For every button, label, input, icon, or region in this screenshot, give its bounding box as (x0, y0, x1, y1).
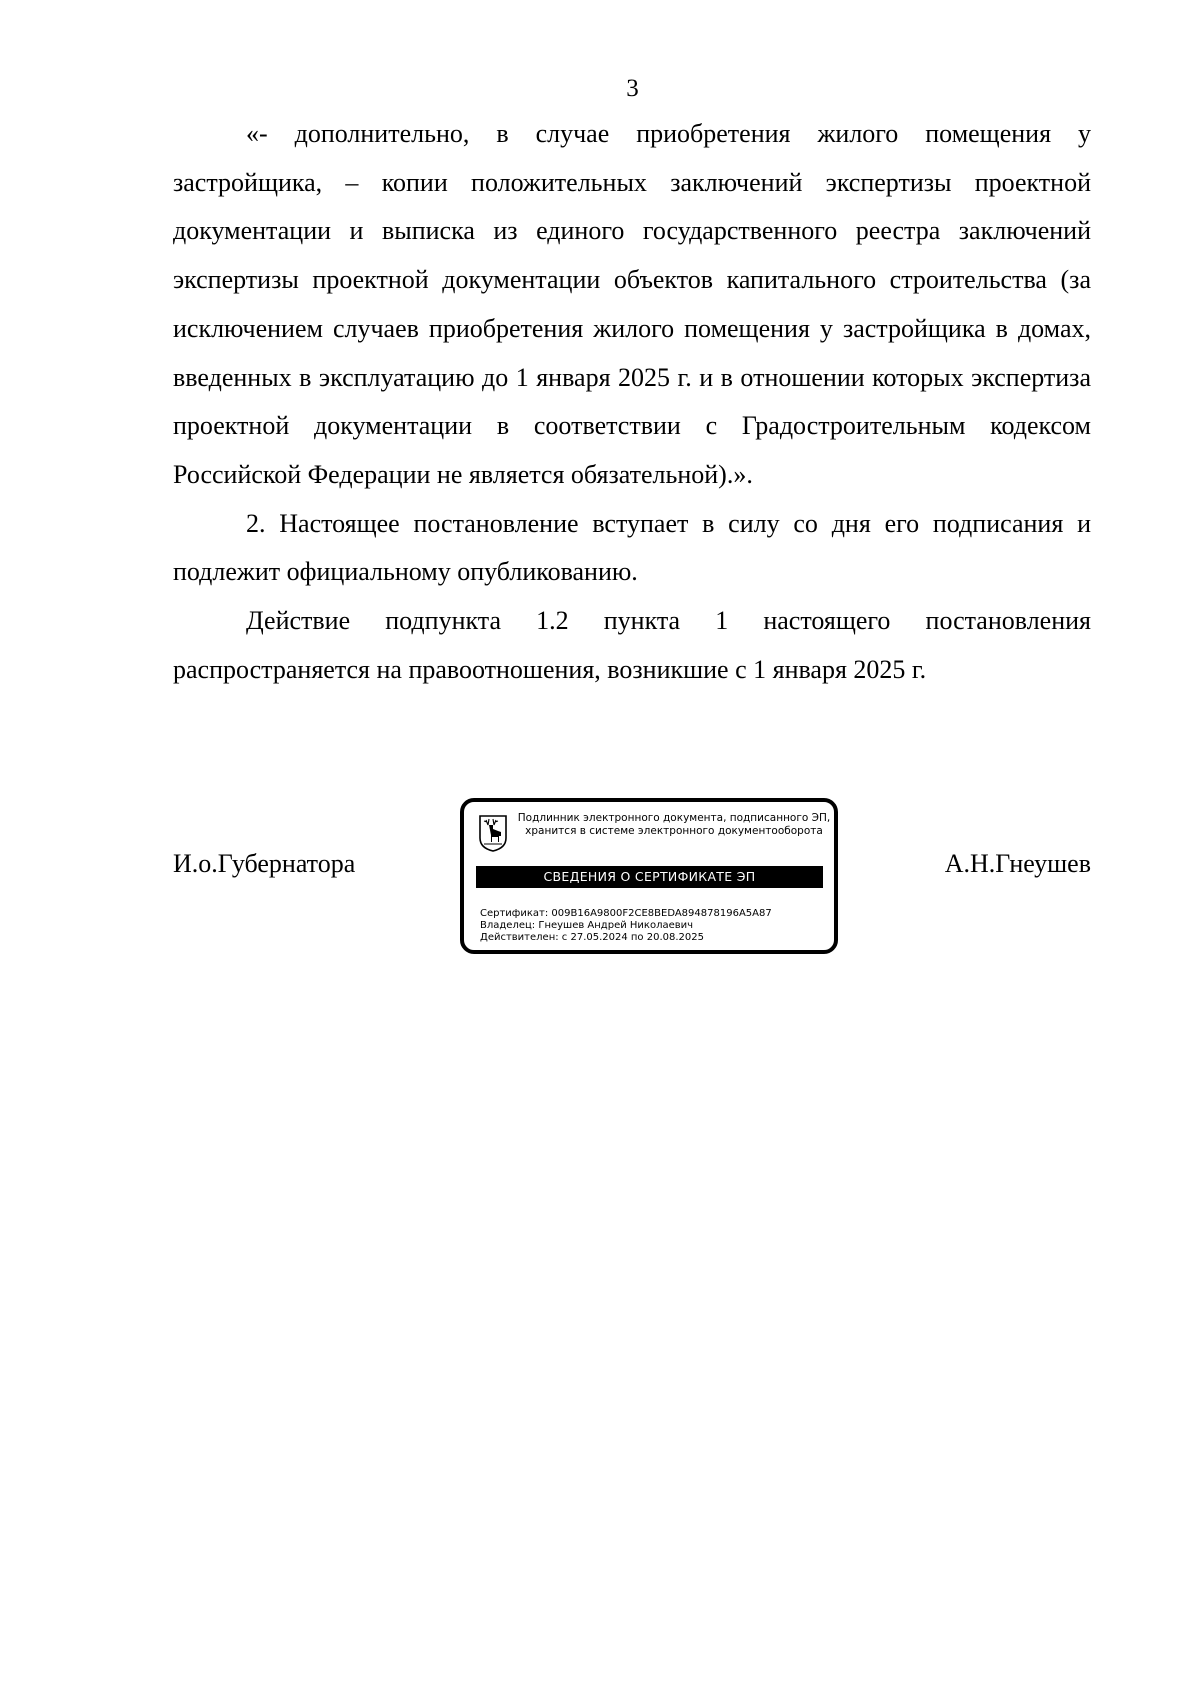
electronic-signature-stamp (460, 798, 838, 954)
document-body (173, 110, 1091, 694)
paragraph-1: «- дополнительно, в случае приобретения жилого помещения у застройщика, – копии положительных заключений экспертизы проектной документации и выписка из единого государственного реестра заключений экспертизы проектной документации объектов капитального строительства (за исключением случаев приобретения жилого помещения у застройщика в домах, введенных в эксплуатацию до 1 января 2025 г. и в отношении которых экспертиза проектной документации в соответствии с Градостроительным кодексом Российской Федерации не является обязательной).». (173, 119, 1091, 489)
certificate-validity: Действителен: с 27.05.2024 по 20.08.2025 (480, 932, 704, 943)
signature-block (173, 798, 1091, 968)
deer-coat-of-arms-icon (478, 814, 508, 852)
paragraph-2: 2. Настоящее постановление вступает в силу со дня его подписания и подлежит официальному опубликованию. (173, 508, 1091, 587)
paragraph-3: Действие подпункта 1.2 пункта 1 настоящего постановления распространяется на правоотношения, возникшие с 1 января 2025 г. (173, 606, 1091, 684)
certificate-details (480, 908, 772, 944)
certificate-info-bar: СВЕДЕНИЯ О СЕРТИФИКАТЕ ЭП (476, 866, 823, 888)
signer-name: А.Н.Гнеушев (944, 849, 1091, 878)
certificate-owner: Владелец: Гнеушев Андрей Николаевич (480, 920, 694, 931)
signer-position: И.о.Губернатора (173, 849, 356, 878)
page-number: 3 (626, 75, 639, 102)
certificate-number: Сертификат: 009B16A9800F2CE8BEDA894878196A5A87 (480, 908, 772, 919)
stamp-header (514, 812, 834, 838)
stamp-header-line-2: хранится в системе электронного документооборота (525, 825, 823, 837)
stamp-header-line-1: Подлинник электронного документа, подписанного ЭП, (517, 812, 831, 824)
